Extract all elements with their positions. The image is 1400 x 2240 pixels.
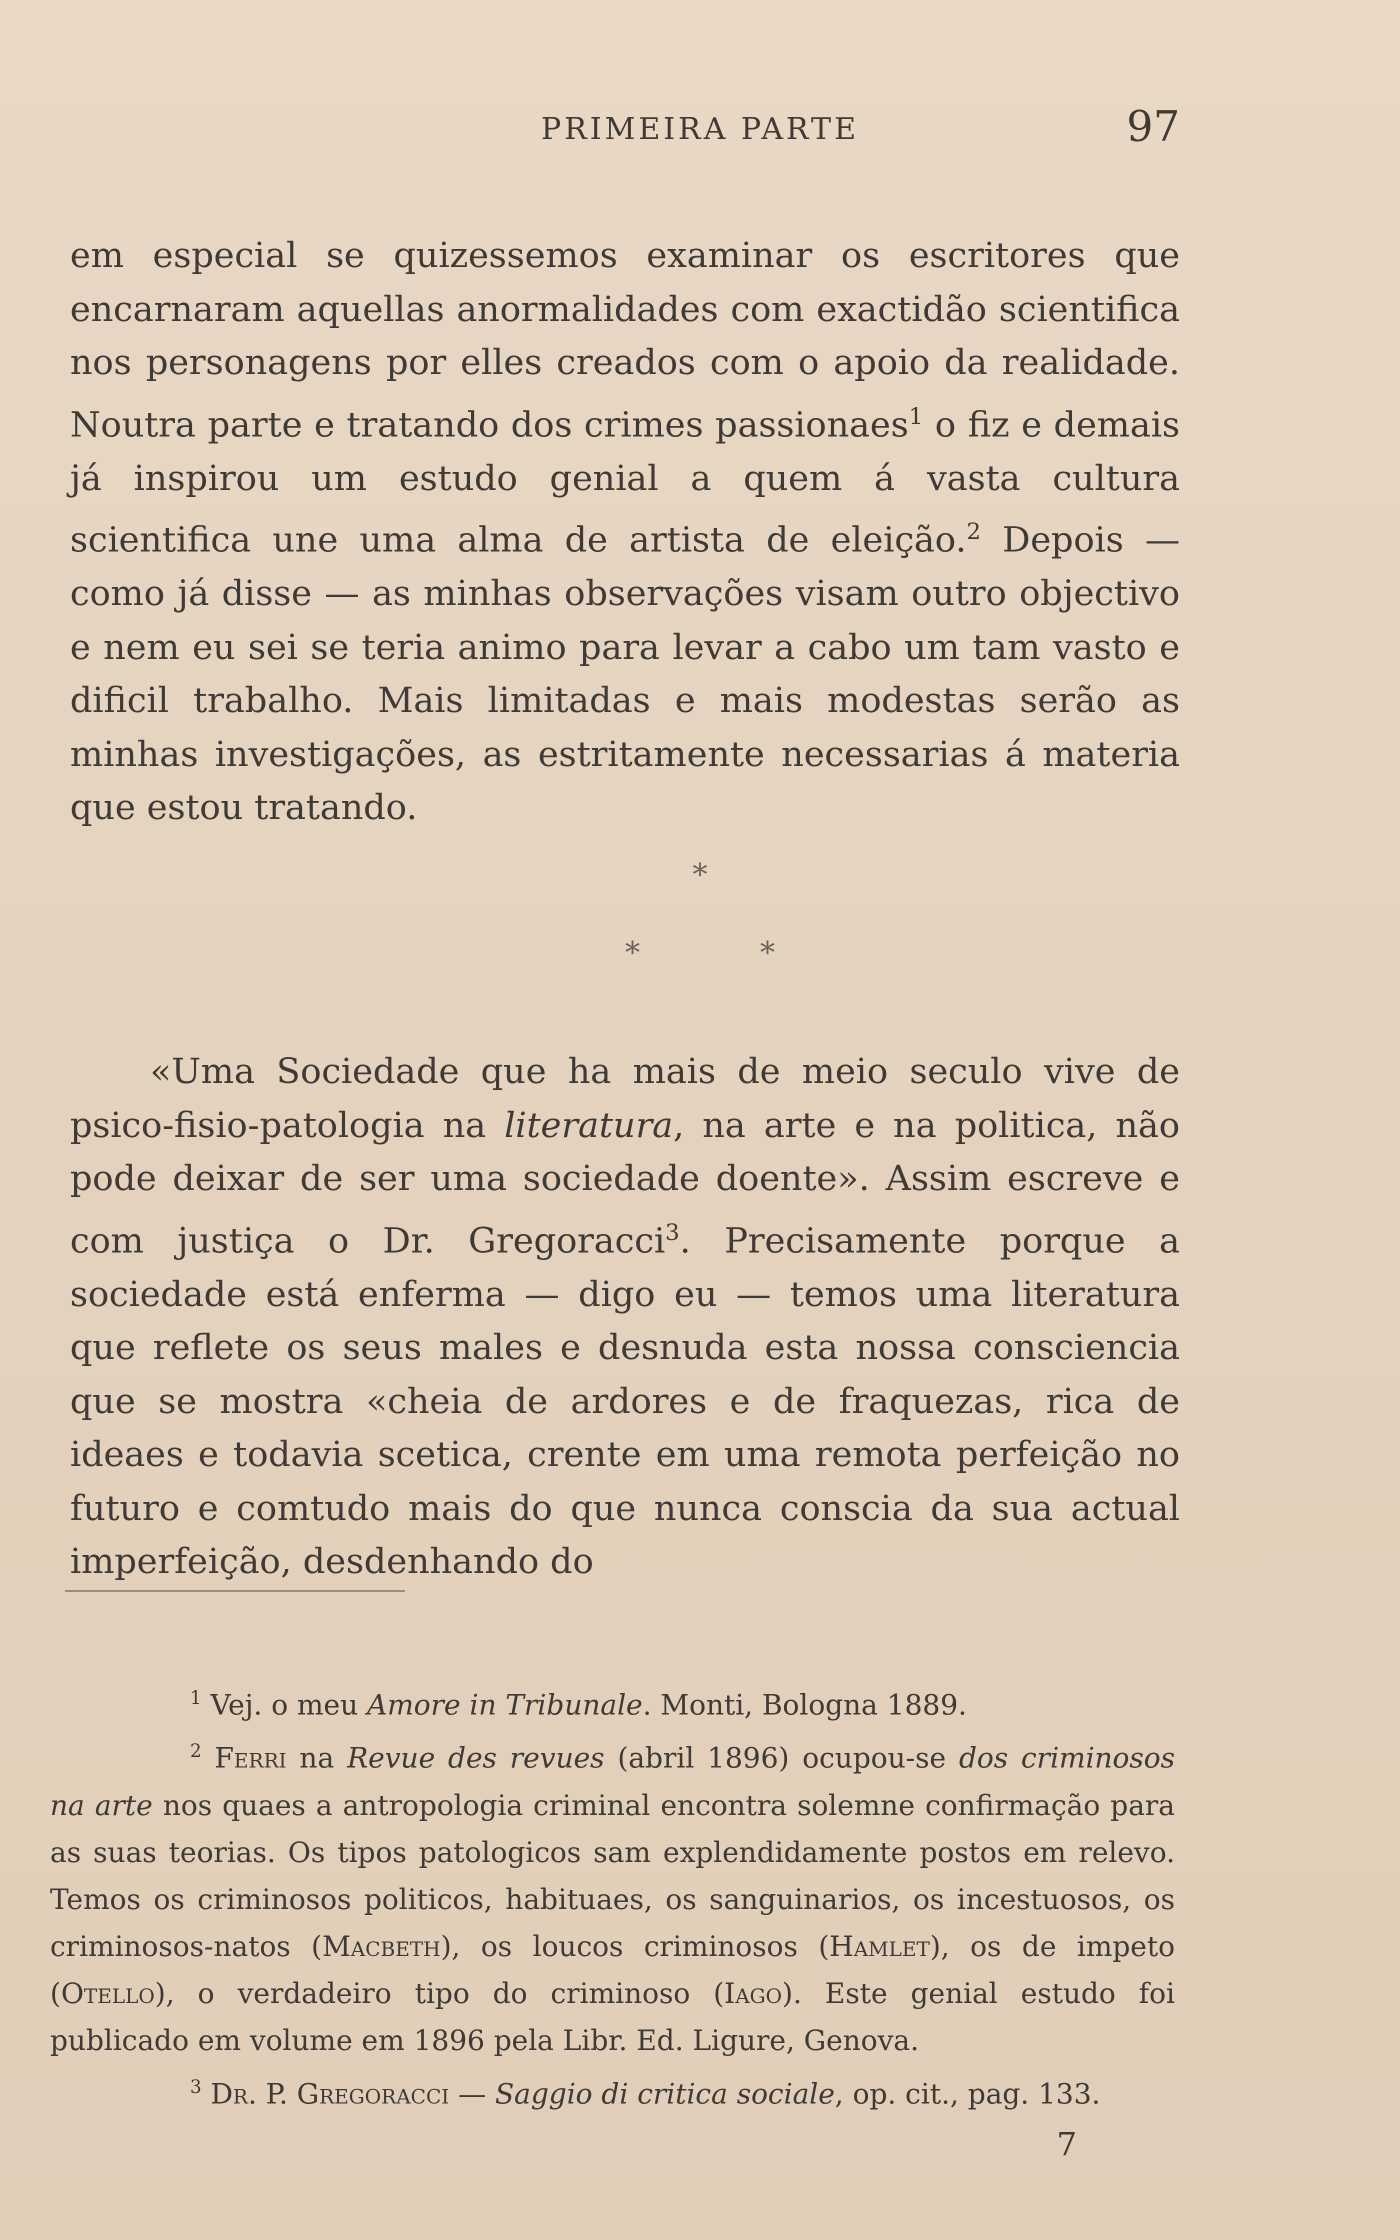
paragraph-1-text-c: Depois — como já disse — as minhas observações visam outro objectivo e nem eu sei se teria animo para levar a cabo um tam vasto e dificil trabalho. Mais limitadas e mais modestas serão as minhas investigações, as estritamente necessarias á materia que estou tratando. [70, 520, 1180, 829]
section-separator-bottom [0, 936, 1400, 971]
signature-mark: 7 [1056, 2125, 1077, 2163]
separator-star: * [692, 858, 708, 893]
main-text [70, 230, 1180, 836]
footnote-3-title: Saggio di critica sociale [494, 2076, 835, 2110]
footnote-1-title: Amore in Tribunale [367, 1688, 643, 1722]
footnote-ref-3: 3 [665, 1219, 680, 1246]
footnote-3-text-a: — [449, 2076, 495, 2110]
footnote-3-author: Dr. P. Gregoracci [210, 2076, 450, 2110]
section-separator-top [0, 858, 1400, 893]
footnote-2-text-g: ). Este genial estudo foi publicado em volume em 1896 pela Libr. Ed. Ligure, Genova. [50, 1976, 1175, 2057]
footnote-3 [50, 2064, 1175, 2117]
paragraph-2-emphasis: literatura [504, 1105, 674, 1146]
main-text-continued [70, 1046, 1180, 1590]
footnote-2-text-e: ), os de impeto ( [50, 1929, 1175, 2010]
footnote-2-work-hamlet: Hamlet [829, 1929, 930, 1963]
footnote-2-text-b: (abril 1896) ocupou-se [604, 1741, 959, 1775]
footnote-mark: 2 [190, 1741, 202, 1763]
paragraph-2 [70, 1046, 1180, 1590]
footnote-1 [50, 1675, 1175, 1728]
running-header: PRIMEIRA PARTE [541, 112, 859, 147]
footnote-2 [50, 1728, 1175, 2063]
footnote-2-text-c: nos quaes a antropologia criminal encontra solemne confirmação para as suas teorias. Os tipos patologicos sam explendidamente postos em relevo. Temos os criminosos politicos, habituaes, os sanguinarios, os incestuosos, os criminosos-natos ( [50, 1788, 1175, 1963]
footnote-2-text-f: ), o verdadeiro tipo do criminoso ( [154, 1976, 725, 2010]
footnote-mark: 1 [190, 1688, 202, 1709]
footnotes [50, 1675, 1175, 2117]
footnote-2-text-a: na [286, 1741, 348, 1775]
separator-star: * [760, 936, 775, 971]
paragraph-1 [70, 230, 1180, 836]
footnote-3-text-b: , op. cit., pag. 133. [834, 2076, 1101, 2110]
page-number: 97 [1126, 102, 1180, 151]
paragraph-2-text-a: «Uma Sociedade que ha mais de meio seculo vive de psico-fisio-patologia na [70, 1052, 1180, 1146]
footnote-2-journal: Revue des revues [347, 1741, 605, 1775]
footnote-2-text-d: ), os loucos criminosos ( [440, 1929, 830, 1963]
footnote-ref-2: 2 [966, 519, 981, 546]
paragraph-1-text-a: em especial se quizessemos examinar os escritores que encarnaram aquellas anormalidades com exactidão scientifica nos personagens por elles creados com o apoio da realidade. Noutra parte e tratando dos crimes passionaes [70, 236, 1180, 446]
footnote-2-work-otello: Otello [60, 1976, 155, 2010]
footnote-2-emphasis: dos criminosos na arte [50, 1741, 1176, 1822]
footnote-ref-1: 1 [908, 403, 924, 430]
footnote-rule [65, 1590, 405, 1592]
footnote-1-text-b: . Monti, Bologna 1889. [642, 1688, 967, 1722]
footnote-1-text-a: Vej. o meu [210, 1688, 367, 1722]
paragraph-2-text-c: . Precisamente porque a sociedade está enferma — digo eu — temos uma literatura que reflete os seus males e desnuda esta nossa consciencia que se mostra «cheia de ardores e de fraquezas, rica de ideaes e todavia scetica, crente em uma remota perfeição no futuro e comtudo mais do que nunca conscia da sua actual imperfeição, desdenhando do [70, 1221, 1181, 1583]
paragraph-2-text-b: , na arte e na politica, não pode deixar de ser uma sociedade doente». Assim escreve e com justiça o Dr. Gregoracci [70, 1105, 1180, 1262]
footnote-2-work-iago: Iago [724, 1976, 783, 2010]
footnote-2-author: Ferri [214, 1741, 287, 1775]
footnote-2-work-macbeth: Macbeth [322, 1929, 441, 1963]
separator-star: * [625, 936, 640, 971]
paragraph-1-text-b: o fiz e demais já inspirou um estudo genial a quem á vasta cultura scientifica une uma alma de artista de eleição. [70, 405, 1180, 561]
footnote-mark: 3 [190, 2076, 202, 2098]
